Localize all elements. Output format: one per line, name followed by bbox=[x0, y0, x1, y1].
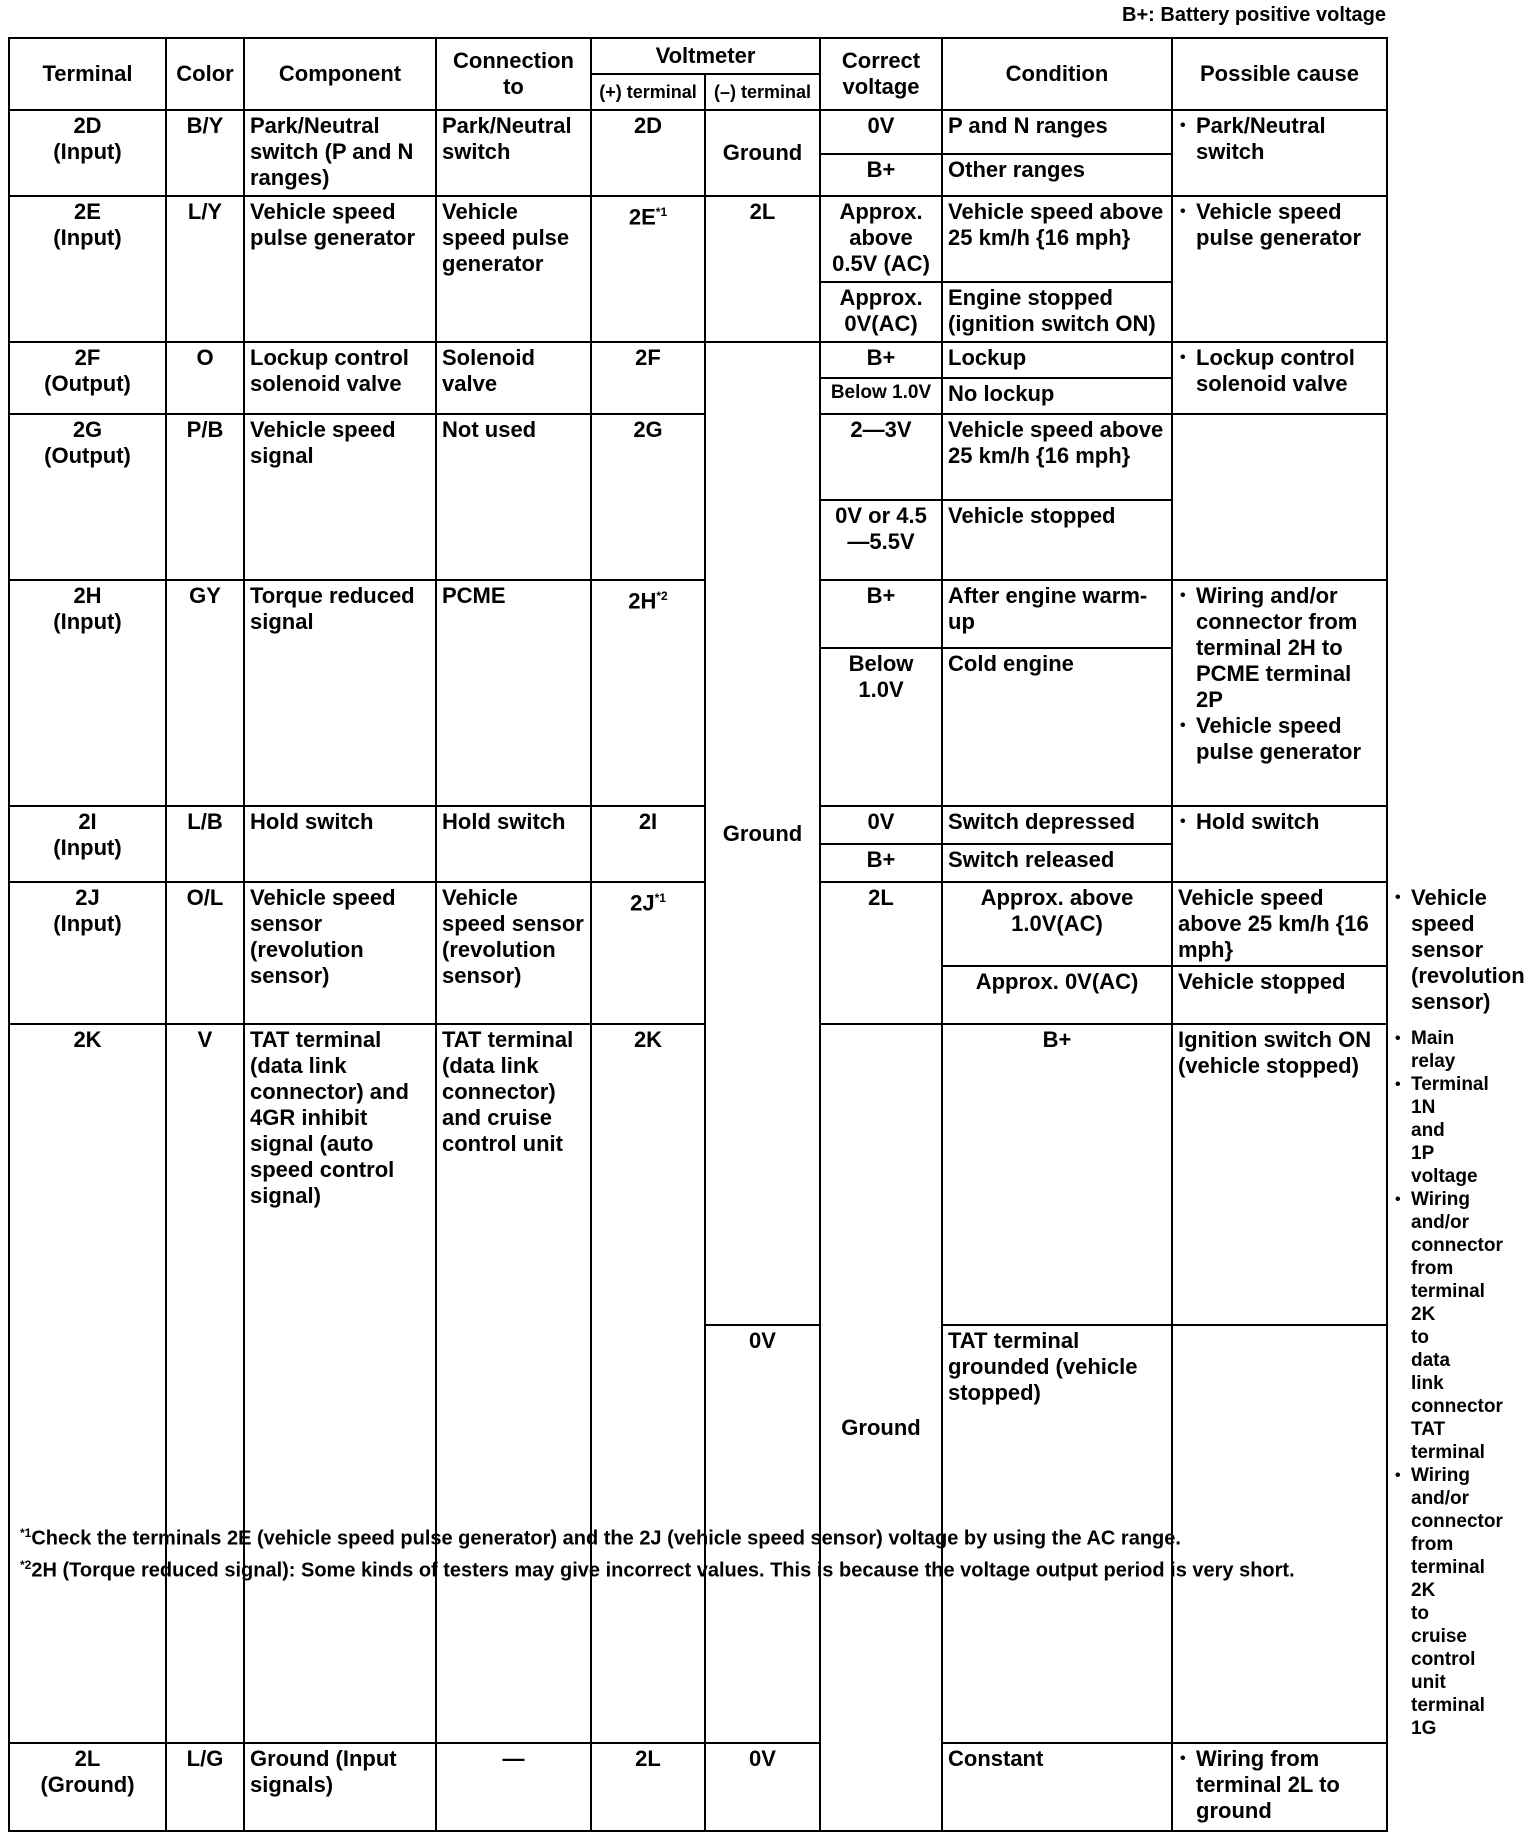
header-voltmeter: Voltmeter bbox=[591, 38, 820, 74]
correct-voltage: Approx. above 1.0V(AC) bbox=[942, 882, 1172, 966]
wire-color: V bbox=[166, 1024, 244, 1743]
connection-to: Park/Neutral switch bbox=[436, 110, 591, 196]
wire-color: L/B bbox=[166, 806, 244, 882]
correct-voltage: Approx. 0V(AC) bbox=[820, 282, 942, 342]
plus-terminal: 2L bbox=[591, 1743, 705, 1831]
footnote-1 bbox=[20, 1520, 1295, 1552]
correct-voltage: B+ bbox=[820, 580, 942, 648]
correct-voltage: B+ bbox=[820, 342, 942, 378]
component: Torque reduced signal bbox=[244, 580, 436, 806]
wire-color: P/B bbox=[166, 414, 244, 580]
correct-voltage: 0V bbox=[705, 1743, 820, 1831]
connection-to: TAT terminal (data link connector) and cruise control unit bbox=[436, 1024, 591, 1743]
condition: Vehicle stopped bbox=[942, 500, 1172, 580]
plus-terminal: 2I bbox=[591, 806, 705, 882]
table-row bbox=[9, 196, 1387, 282]
terminal-type: (Input) bbox=[53, 835, 122, 860]
footnote-2 bbox=[20, 1552, 1295, 1584]
terminal-type: (Input) bbox=[53, 911, 122, 936]
correct-voltage: B+ bbox=[820, 844, 942, 882]
table-row bbox=[9, 806, 1387, 844]
condition: Vehicle speed above 25 km/h {16 mph} bbox=[942, 196, 1172, 282]
header-plus-terminal: (+) terminal bbox=[591, 74, 705, 110]
plus-terminal: 2K bbox=[591, 1024, 705, 1743]
wire-color: L/Y bbox=[166, 196, 244, 342]
correct-voltage: B+ bbox=[820, 154, 942, 196]
connection-to: Hold switch bbox=[436, 806, 591, 882]
correct-voltage: B+ bbox=[942, 1024, 1172, 1325]
connection-to: — bbox=[436, 1743, 591, 1831]
connection-to: PCME bbox=[436, 580, 591, 806]
correct-voltage: 0V bbox=[705, 1325, 820, 1743]
connection-to: Solenoid valve bbox=[436, 342, 591, 414]
minus-terminal: 2L bbox=[820, 882, 942, 1024]
plus-terminal: 2F bbox=[591, 342, 705, 414]
component: Park/Neutral switch (P and N ranges) bbox=[244, 110, 436, 196]
component: Hold switch bbox=[244, 806, 436, 882]
condition: Ignition switch ON (vehicle stopped) bbox=[1172, 1024, 1387, 1325]
condition: No lockup bbox=[942, 378, 1172, 414]
terminal-type: (Ground) bbox=[40, 1772, 135, 1797]
header-condition: Condition bbox=[942, 38, 1172, 110]
plus-terminal: 2E bbox=[628, 204, 656, 230]
header-color: Color bbox=[166, 38, 244, 110]
minus-terminal: 2L bbox=[705, 196, 820, 342]
terminal-id: 2J bbox=[75, 885, 100, 910]
terminal-id: 2G bbox=[72, 417, 103, 442]
correct-voltage: 2—3V bbox=[820, 414, 942, 500]
correct-voltage: Below 1.0V bbox=[820, 378, 942, 414]
cause-item: • Vehicle speed pulse generator bbox=[1196, 199, 1381, 251]
terminal-id: 2I bbox=[78, 809, 97, 834]
component: Ground (Input signals) bbox=[244, 1743, 436, 1831]
possible-causes: Main relay Terminal 1N and 1P voltage Wiring and/or connector from terminal 2K to data link connector TAT terminal Wiring and/or connector from terminal 2K to cruise control unit terminal 1G bbox=[1411, 1028, 1503, 1739]
footnote-ref: *1 bbox=[655, 205, 668, 219]
plus-terminal: 2D bbox=[591, 110, 705, 196]
table-row bbox=[9, 580, 1387, 648]
condition: P and N ranges bbox=[942, 110, 1172, 154]
wire-color: B/Y bbox=[166, 110, 244, 196]
terminal-type: (Output) bbox=[44, 371, 131, 396]
correct-voltage: Below 1.0V bbox=[820, 648, 942, 806]
component: Vehicle speed signal bbox=[244, 414, 436, 580]
condition: Other ranges bbox=[942, 154, 1172, 196]
condition: After engine warm-up bbox=[942, 580, 1172, 648]
condition: Cold engine bbox=[942, 648, 1172, 806]
condition: Vehicle speed above 25 km/h {16 mph} bbox=[942, 414, 1172, 500]
footnote-ref: *2 bbox=[656, 589, 668, 603]
condition: Engine stopped (ignition switch ON) bbox=[942, 282, 1172, 342]
condition: Vehicle speed above 25 km/h {16 mph} bbox=[1172, 882, 1387, 966]
component: Vehicle speed pulse generator bbox=[244, 196, 436, 342]
possible-causes bbox=[1178, 1746, 1381, 1824]
table-row bbox=[9, 1024, 1387, 1325]
minus-terminal-ground: Ground bbox=[705, 342, 820, 1325]
terminal-type: (Input) bbox=[53, 225, 122, 250]
terminal-id: 2H bbox=[73, 583, 102, 608]
terminal-id: 2F bbox=[74, 345, 101, 370]
footnote-mark: *2 bbox=[20, 1557, 32, 1572]
connection-to: Not used bbox=[436, 414, 591, 580]
cause-item: • Wiring from terminal 2L to ground bbox=[1196, 1746, 1381, 1824]
component: TAT terminal (data link connector) and 4GR inhibit signal (auto speed control signal) bbox=[244, 1024, 436, 1743]
terminal-type: (Input) bbox=[53, 139, 122, 164]
condition: Switch released bbox=[942, 844, 1172, 882]
cause-item: • Vehicle speed pulse generator bbox=[1196, 713, 1381, 765]
footnote-ref: *1 bbox=[654, 891, 666, 905]
plus-terminal: 2J bbox=[630, 890, 655, 916]
wire-color: GY bbox=[166, 580, 244, 806]
condition: Lockup bbox=[942, 342, 1172, 378]
header-terminal: Terminal bbox=[9, 38, 166, 110]
table-row bbox=[9, 342, 1387, 378]
condition: Constant bbox=[942, 1743, 1172, 1831]
terminal-id: 2L bbox=[74, 1746, 101, 1771]
condition: Switch depressed bbox=[942, 806, 1172, 844]
cause-item: • Hold switch bbox=[1196, 809, 1381, 835]
table-row bbox=[9, 882, 1387, 966]
plus-terminal: 2G bbox=[591, 414, 705, 580]
footnotes bbox=[20, 1520, 1295, 1583]
correct-voltage: Approx. above 0.5V (AC) bbox=[820, 196, 942, 282]
possible-causes bbox=[1178, 199, 1381, 251]
minus-terminal: Ground bbox=[705, 110, 820, 196]
component: Vehicle speed sensor (revolution sensor) bbox=[244, 882, 436, 1024]
possible-cause-empty bbox=[1172, 414, 1387, 580]
possible-causes bbox=[1178, 583, 1381, 765]
condition: TAT terminal grounded (vehicle stopped) bbox=[942, 1325, 1172, 1743]
possible-causes: Vehicle speed sensor (revolution sensor) bbox=[1411, 885, 1525, 1014]
possible-causes bbox=[1178, 113, 1381, 165]
table-row bbox=[9, 414, 1387, 500]
minus-terminal-ground: Ground bbox=[820, 1024, 942, 1831]
header-possible-cause: Possible cause bbox=[1172, 38, 1387, 110]
wire-color: L/G bbox=[166, 1743, 244, 1831]
cause-item: • Lockup control solenoid valve bbox=[1196, 345, 1381, 397]
correct-voltage: 0V bbox=[820, 806, 942, 844]
correct-voltage: 0V bbox=[820, 110, 942, 154]
correct-voltage: Approx. 0V(AC) bbox=[942, 966, 1172, 1024]
wire-color: O bbox=[166, 342, 244, 414]
component: Lockup control solenoid valve bbox=[244, 342, 436, 414]
terminal-id: 2K bbox=[9, 1024, 166, 1743]
correct-voltage: 0V or 4.5—5.5V bbox=[820, 500, 942, 580]
possible-causes bbox=[1178, 345, 1381, 397]
table-row bbox=[9, 110, 1387, 154]
cause-item: • Park/Neutral switch bbox=[1196, 113, 1381, 165]
terminal-type: (Output) bbox=[44, 443, 131, 468]
connection-to: Vehicle speed pulse generator bbox=[436, 196, 591, 342]
footnote-text: Check the terminals 2E (vehicle speed pulse generator) and the 2J (vehicle speed sensor) voltage by using the AC range. bbox=[31, 1527, 1181, 1550]
plus-terminal: 2H bbox=[628, 588, 657, 614]
connection-to: Vehicle speed sensor (revolution sensor) bbox=[436, 882, 591, 1024]
footnote-text: 2H (Torque reduced signal): Some kinds of testers may give incorrect values. This is because the voltage output period is very short. bbox=[31, 1559, 1295, 1582]
footnote-mark: *1 bbox=[20, 1526, 32, 1540]
header-correct-voltage: Correct voltage bbox=[820, 38, 942, 110]
header-minus-terminal: (–) terminal bbox=[705, 74, 820, 110]
cause-item: • Wiring and/or connector from terminal 2H to PCME terminal 2P bbox=[1196, 583, 1381, 713]
terminal-id: 2D bbox=[73, 113, 102, 138]
terminal-id: 2E bbox=[74, 199, 101, 224]
condition: Vehicle stopped bbox=[1172, 966, 1387, 1024]
wire-color: O/L bbox=[166, 882, 244, 1024]
legend-note: B+: Battery positive voltage bbox=[1122, 4, 1386, 26]
possible-causes bbox=[1178, 809, 1381, 835]
header-connection-to: Connection to bbox=[436, 38, 591, 110]
terminal-type: (Input) bbox=[53, 609, 122, 634]
table-row bbox=[9, 1743, 1387, 1831]
header-component: Component bbox=[244, 38, 436, 110]
